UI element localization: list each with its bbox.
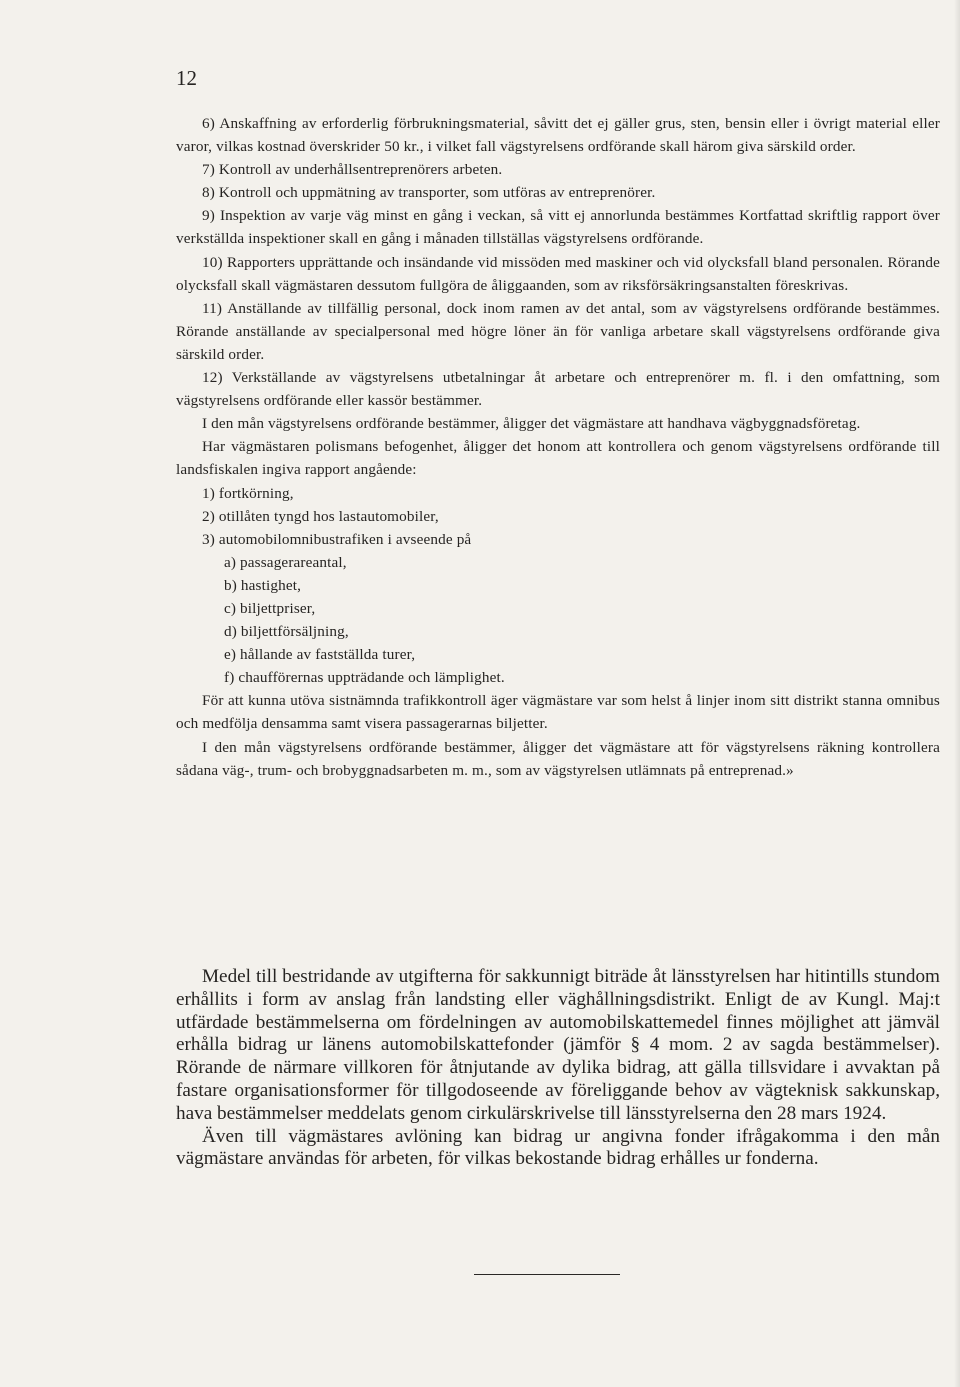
paragraph-traffic-control: För att kunna utöva sistnämnda trafikkontroll äger vägmästare var som helst å linjer inom sitt distrikt stanna omnibus och medfölja densamma samt visera passagerarnas biljetter. [176, 692, 940, 733]
paragraph-item-9: 9) Inspektion av varje väg minst en gång i veckan, så vitt ej annorlunda bestämmes Kortfattad skriftlig rapport över verkställda inspektioner skall en gång i månaden tillställas vägstyrelsens ordförande. [176, 207, 940, 248]
paragraph-item-11: 11) Anställande av tillfällig personal, dock inom ramen av det antal, som av vägstyrelsens ordförande bestämmes. Rörande anställande av specialpersonal med högre löner än för vanliga arbetare skall vägstyrelsens ordförande giva särskild order. [176, 299, 940, 363]
sublist-item-speed: b) hastighet, [224, 576, 302, 594]
page-edge-shadow [954, 0, 960, 1387]
sublist-item-ticket-prices: c) biljettpriser, [224, 599, 316, 617]
paragraph-item-7: 7) Kontroll av underhållsentreprenörers arbeten. [202, 161, 503, 179]
commentary-text-block [176, 966, 940, 1171]
paragraph-item-6: 6) Anskaffning av erforderlig förbrukningsmaterial, såvitt det ej gäller grus, sten, bensin eller i övrigt material eller varor, vilkas kostnad överskrider 50 kr., i vilket fall vägstyrelsens ordförande skall härom giva särskild order. [176, 115, 940, 156]
paragraph-contract-control: I den mån vägstyrelsens ordförande bestämmer, åligger det vägmästare att för vägstyrelsens räkning kontrollera sådana väg-, trum- och brobyggnadsarbeten m. m., som av vägstyrelsen utlämnats på entreprenad.» [176, 738, 940, 779]
paragraph-police-authority: Har vägmästaren polismans befogenhet, åligger det honom att kontrollera och genom vägstyrelsens ordförande till landsfiskalen ingiva rapport angående: [176, 438, 940, 479]
page-number: 12 [176, 66, 197, 90]
sublist-item-passengers: a) passagerareantal, [224, 553, 347, 571]
list-item-bus-traffic: 3) automobilomnibustrafiken i avseende på [202, 530, 472, 548]
sublist-item-schedules: e) hållande av fastställda turer, [224, 646, 416, 664]
regulation-text-block [176, 112, 940, 782]
paragraph-salary-funding: Även till vägmästares avlöning kan bidrag ur angivna fonder ifrågakomma i den mån vägmästare användas för arbeten, för vilkas bekostande bidrag erhålles ur fonderna. [176, 1125, 940, 1170]
sublist-item-ticket-sales: d) biljettförsäljning, [224, 623, 349, 641]
paragraph-funding: Medel till bestridande av utgifterna för sakkunnigt biträde åt länsstyrelsen har hitintills stundom erhållits i form av anslag från landsting eller väghållningsdistrikt. Enligt de av Kungl. Maj:t utfärdade bestämmelserna om fördelningen av automobilskattemedel finnes möjlighet att jämväl erhålla bidrag ur länens automobilskattefonder (jämför § 4 mom. 2 av sagda bestämmelser). Rörande de närmare villkoren för åtnjutande av dylika bidrag, att gälla tillsvidare i avvaktan på fastare organisationsformer för tillgodoseende av föreliggande behov av vägteknisk sakkunskap, hava bestämmelser meddelats genom cirkulärskrivelse till länsstyrelserna den 28 mars 1924. [176, 966, 940, 1124]
list-item-overweight: 2) otillåten tyngd hos lastautomobiler, [202, 507, 439, 525]
paragraph-road-construction: I den mån vägstyrelsens ordförande bestämmer, åligger det vägmästare att handhava vägbyggnadsföretag. [202, 415, 861, 433]
paragraph-item-12: 12) Verkställande av vägstyrelsens utbetalningar åt arbetare och entreprenörer m. fl. i den omfattning, som vägstyrelsens ordförande eller kassör bestämmer. [176, 369, 940, 410]
paragraph-item-8: 8) Kontroll och uppmätning av transporter, som utföras av entreprenörer. [202, 184, 656, 202]
list-item-speeding: 1) fortkörning, [202, 484, 294, 502]
sublist-item-driver-conduct: f) chaufförernas uppträdande och lämplighet. [224, 669, 505, 687]
section-divider [474, 1274, 620, 1275]
paragraph-item-10: 10) Rapporters upprättande och insändande vid missöden med maskiner och vid olycksfall bland personalen. Rörande olycksfall skall vägmästaren dessutom fullgöra de åliggaanden, som av riksförsäkringsanstalten föreskrivas. [176, 253, 940, 294]
